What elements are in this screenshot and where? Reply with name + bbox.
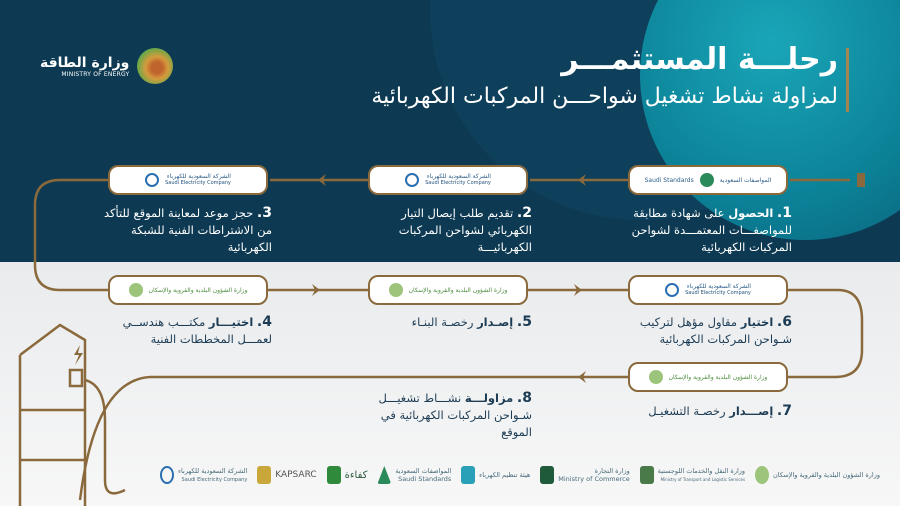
momrah-logo-icon xyxy=(389,283,403,297)
logo-name: هيئة تنظيم الكهرباء xyxy=(479,471,531,479)
sec-logo-icon xyxy=(665,283,679,297)
card-org: وزارة الشؤون البلدية والقروية والإسكان xyxy=(408,286,508,294)
step-number: 4. xyxy=(256,314,272,330)
logo-name: وزارة الشؤون البلدية والقروية والإسكان xyxy=(772,471,880,479)
step-text: تقديم طلب إيصال التيار الكهربائي لشواحن المركبات الكهربائيـــة xyxy=(398,206,532,254)
charger-body xyxy=(20,325,85,506)
charger-socket xyxy=(70,370,82,386)
card-sec xyxy=(108,165,268,195)
page-subtitle: لمزاولة نشاط تشغيل شواحـــن المركبات الكهربائية xyxy=(371,84,838,109)
footer-logo-transport xyxy=(640,466,745,484)
page-title: رحلـــة المستثمـــر xyxy=(561,42,838,77)
card-org: الشركة السعودية للكهرباء xyxy=(686,283,751,290)
partner-logos xyxy=(160,462,880,488)
card-org: الشركة السعودية للكهرباء xyxy=(166,173,231,180)
transport-logo-icon xyxy=(640,466,654,484)
step-number: 1. xyxy=(776,205,792,221)
card-org-block xyxy=(425,173,491,187)
step-3 xyxy=(92,205,272,256)
card-sec xyxy=(368,165,528,195)
step-keyword: إصـدار xyxy=(477,315,514,329)
step-number: 3. xyxy=(256,205,272,221)
card-momrah xyxy=(108,275,268,305)
footer-logo-sec xyxy=(160,466,247,484)
sec-logo-icon xyxy=(405,173,419,187)
plug-icon xyxy=(857,173,865,187)
step-text: على شهادة مطابقة للمواصفـــات المعتمـــدة لشواحن المركبات الكهربائية xyxy=(631,206,792,254)
card-org: المواصفات السعودية xyxy=(719,176,772,184)
momrah-logo-icon xyxy=(129,283,143,297)
footer-logo-saso xyxy=(377,466,451,484)
step-number: 6. xyxy=(776,314,792,330)
logo-name: كفاءة xyxy=(344,469,368,481)
step-4 xyxy=(92,314,272,348)
kapsarc-logo-icon xyxy=(257,466,271,484)
ecra-logo-icon xyxy=(461,466,475,484)
step-text: رخصـة البنـاء xyxy=(411,315,478,329)
card-org-en: Saudi Electricity Company xyxy=(425,180,491,186)
logo-name xyxy=(178,467,247,483)
step-keyword: إصـــدار xyxy=(729,404,774,418)
footer-logo-momrah xyxy=(755,466,880,484)
step-number: 2. xyxy=(516,205,532,221)
step-8 xyxy=(352,390,532,441)
charger-cable xyxy=(85,380,125,493)
step-5 xyxy=(352,314,532,331)
card-org-block xyxy=(685,283,751,297)
card-org-block xyxy=(165,173,231,187)
commerce-logo-icon xyxy=(540,466,554,484)
card-org-en: Saudi Electricity Company xyxy=(165,180,231,186)
card-momrah xyxy=(628,362,788,392)
saso-logo-icon xyxy=(377,466,391,484)
step-1 xyxy=(612,205,792,256)
step-number: 5. xyxy=(516,314,532,330)
step-number: 7. xyxy=(776,403,792,419)
card-momrah xyxy=(368,275,528,305)
kafaa-logo-icon xyxy=(327,466,341,484)
sec-logo-icon xyxy=(145,173,159,187)
step-keyword: اختيـــار xyxy=(208,315,254,329)
logo-ar: المواصفات السعودية xyxy=(395,467,452,475)
footer-logo-kapsarc xyxy=(257,466,316,484)
saso-logo-icon xyxy=(700,173,714,187)
card-org: الشركة السعودية للكهرباء xyxy=(426,173,491,180)
step-text: مقاول مؤهل لتركيب شـواحن المركبات الكهربائية xyxy=(639,315,792,346)
logo-ar: وزارة التجارة xyxy=(594,467,630,475)
sec-logo-icon xyxy=(160,466,174,484)
step-text: نشـــاط تشغيـــل شـواحن المركبات الكهربائية في الموقع xyxy=(378,391,532,439)
card-saso xyxy=(628,165,788,195)
momrah-logo-icon xyxy=(649,370,663,384)
lightning-icon xyxy=(74,345,83,365)
step-6 xyxy=(612,314,792,348)
logo-ar: وزارة النقل والخدمات اللوجستية xyxy=(657,467,746,475)
step-keyword: مزاولـــة xyxy=(464,391,514,405)
step-text: مكتـــب هندســي لعمـــل المخططات الفنية xyxy=(122,315,272,346)
step-7 xyxy=(612,403,792,420)
step-text: رخصـة التشغيـل xyxy=(648,404,730,418)
footer-logo-kafaa xyxy=(327,466,368,484)
logo-name xyxy=(658,467,745,483)
logo-en: Ministry of Commerce xyxy=(558,475,630,483)
step-text: حجز موعد لمعاينة الموقع للتأكد من الاشتراطات الفنية للشبكة الكهربائية xyxy=(104,206,272,254)
logo-name: KAPSARC xyxy=(275,470,317,480)
footer-logo-ecra xyxy=(461,466,530,484)
logo-en: MINISTRY OF ENERGY xyxy=(61,70,130,78)
logo-en: Ministry of Transport and Logistic Services xyxy=(660,477,746,482)
card-org: وزارة الشؤون البلدية والقروية والإسكان xyxy=(148,286,248,294)
logo-name xyxy=(558,467,629,483)
card-org-en: Saudi Standards xyxy=(644,176,694,184)
step-number: 8. xyxy=(516,390,532,406)
step-keyword: الحصول xyxy=(728,206,774,220)
footer-logo-commerce xyxy=(540,466,629,484)
card-org: وزارة الشؤون البلدية والقروية والإسكان xyxy=(668,373,768,381)
card-sec xyxy=(628,275,788,305)
logo-ar: وزارة الطاقة xyxy=(40,54,130,71)
logo-en: Saudi Electricity Company xyxy=(181,477,248,483)
card-org-en: Saudi Electricity Company xyxy=(685,290,751,296)
logo-ar: الشركة السعودية للكهرباء xyxy=(178,467,248,475)
logo-en: Saudi Standards xyxy=(398,475,452,483)
step-keyword: اختيار xyxy=(740,315,774,329)
step-2 xyxy=(357,205,532,256)
logo-name xyxy=(395,467,451,483)
momrah-logo-icon xyxy=(755,466,769,484)
